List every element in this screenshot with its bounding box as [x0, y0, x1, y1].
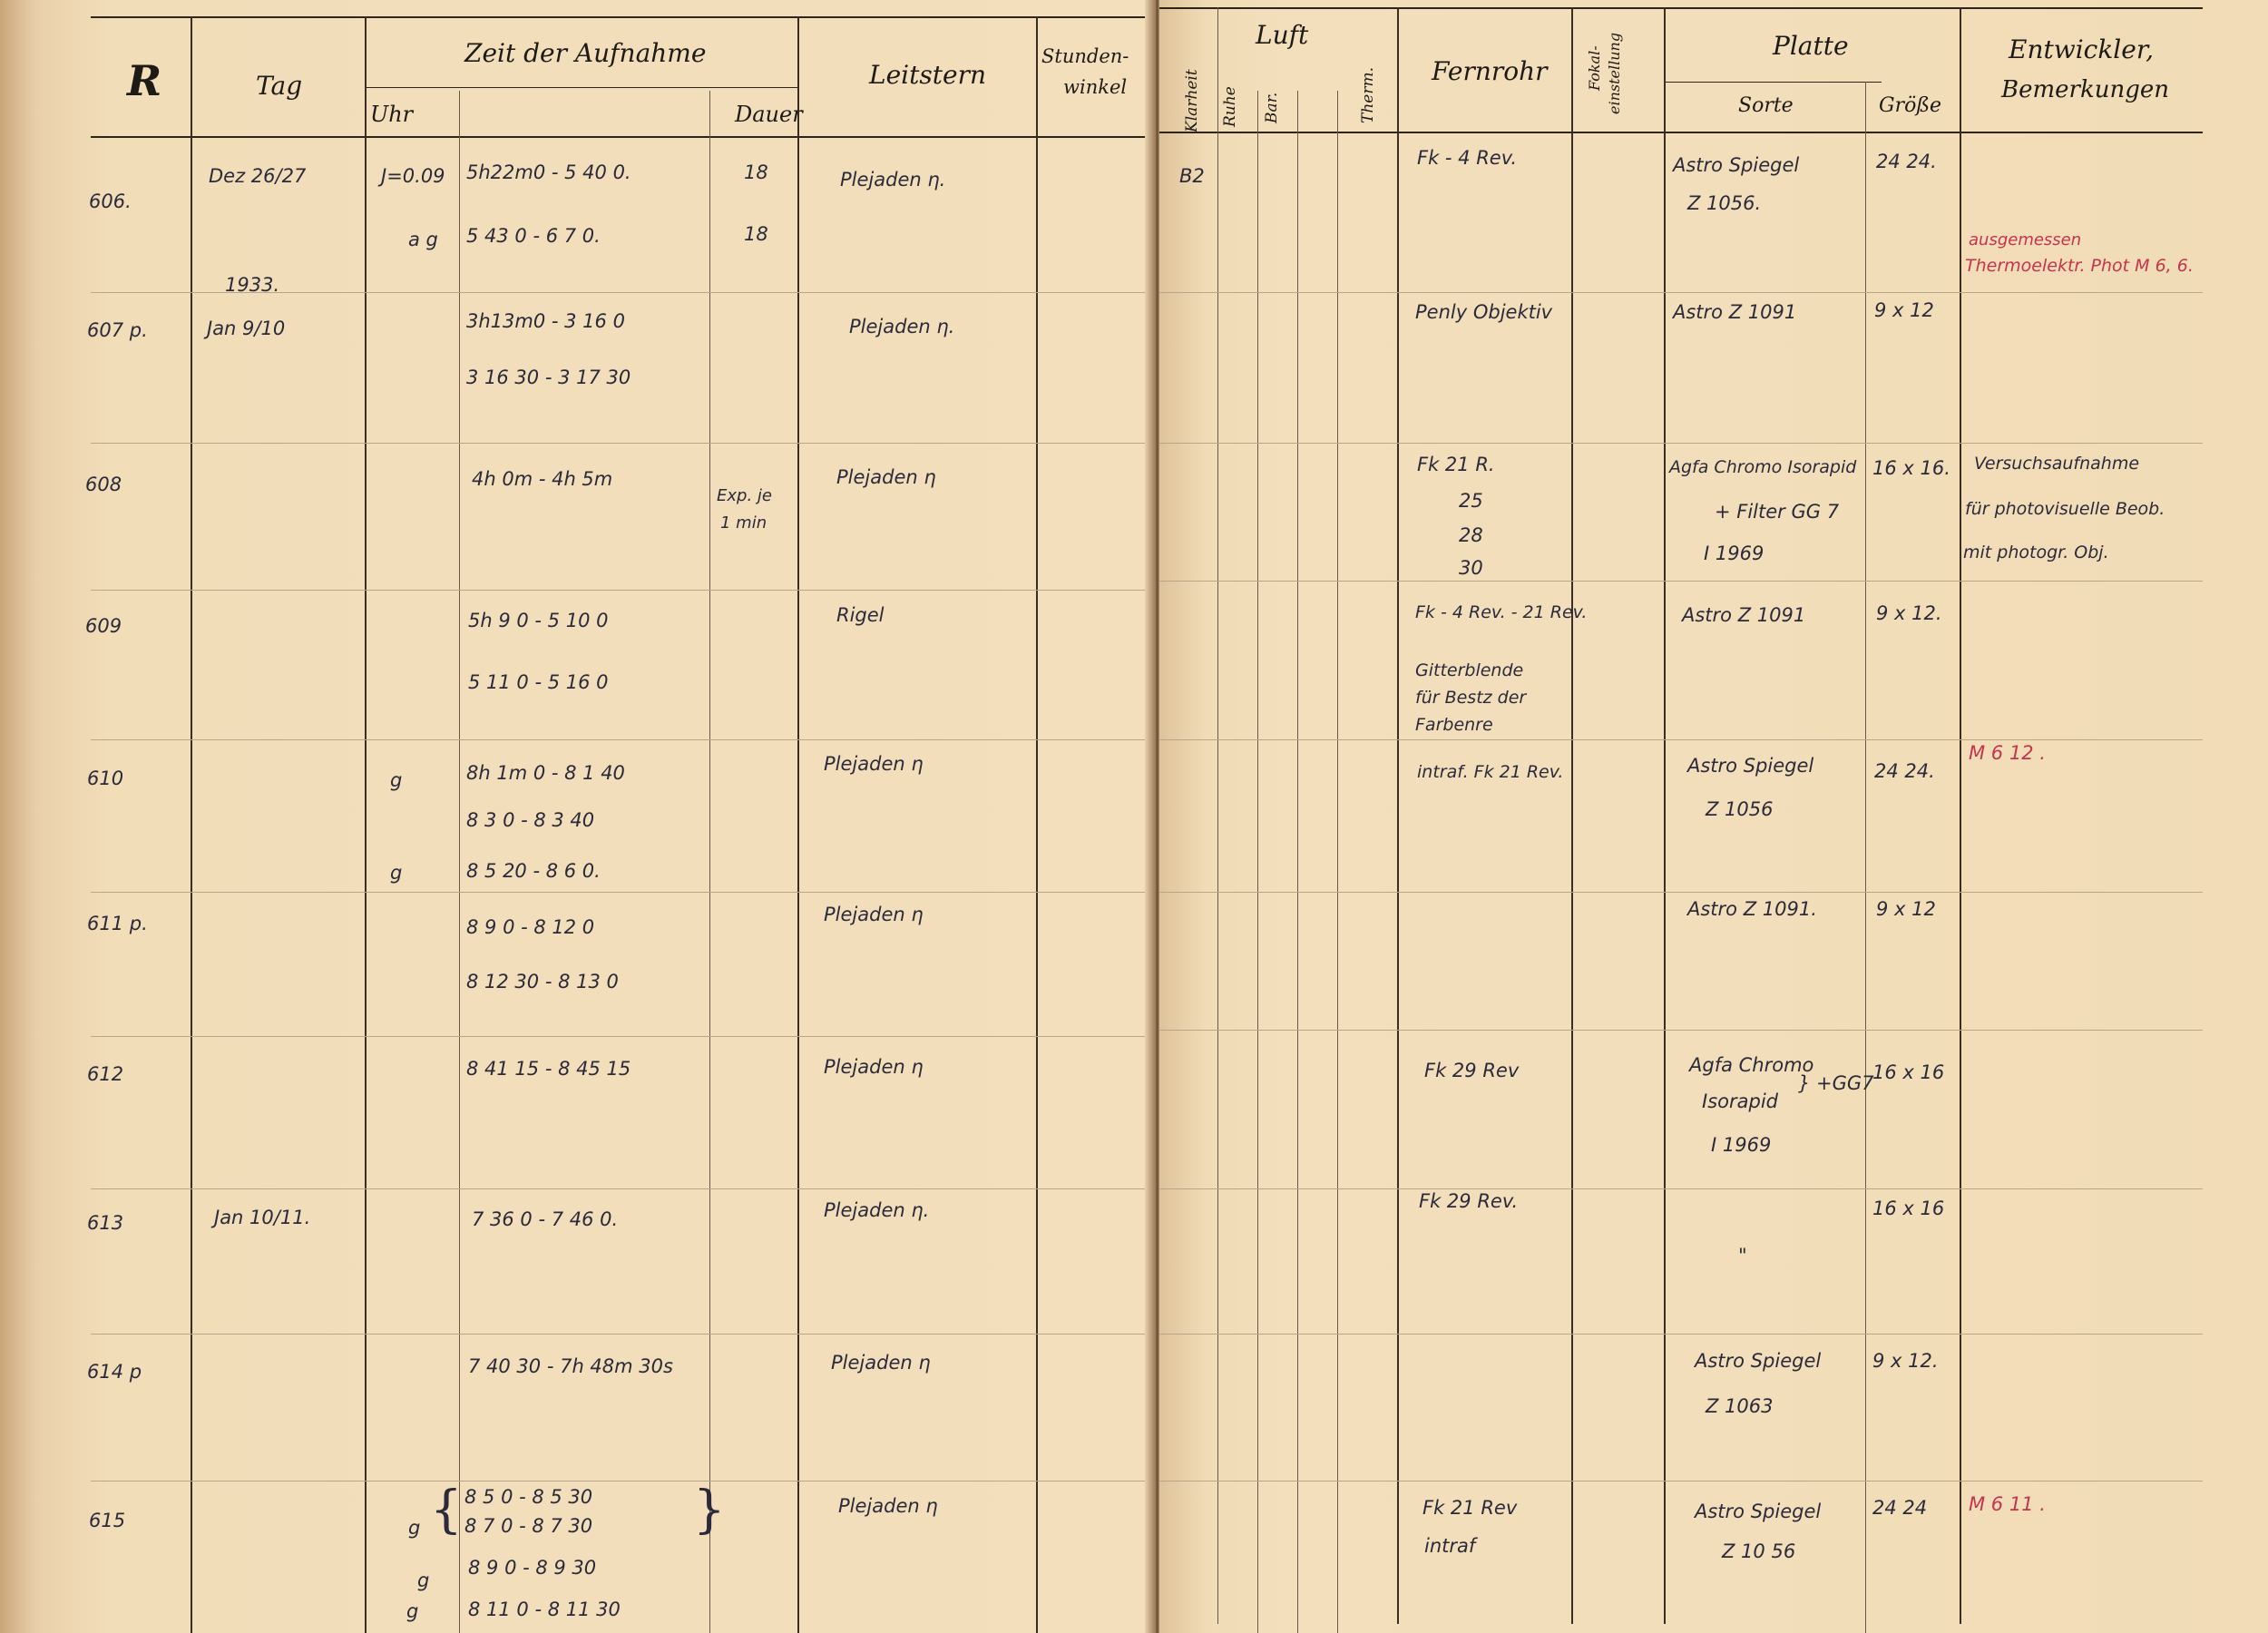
entry-uhr: g — [406, 1600, 419, 1622]
header-top-rule — [91, 16, 1154, 18]
col-line — [1664, 7, 1666, 1624]
entry-sorte: + Filter GG 7 — [1715, 501, 1840, 523]
col-line — [191, 16, 192, 1633]
entry-zeit: 8 9 0 - 8 9 30 — [468, 1557, 597, 1579]
entry-r: 612 — [87, 1063, 124, 1085]
entry-groesse: 16 x 16 — [1872, 1198, 1945, 1219]
entry-r: 611 p. — [87, 913, 148, 934]
header-fokal-2: einstellung — [1606, 32, 1623, 114]
entry-sorte: I 1969 — [1704, 543, 1765, 564]
entry-bemerkung: M 6 11 . — [1969, 1493, 2046, 1515]
header-ruhe: Ruhe — [1221, 86, 1239, 127]
row-separator — [1159, 581, 2203, 582]
entry-fernrohr: Fk 29 Rev. — [1419, 1190, 1519, 1212]
header-uhr: Uhr — [370, 102, 414, 127]
col-line — [1036, 16, 1038, 1633]
col-line — [459, 91, 460, 1633]
entry-groesse: 24 24 — [1872, 1497, 1928, 1519]
entry-leitstern: Plejaden η. — [849, 316, 955, 337]
header-klarheit: Klarheit — [1183, 69, 1201, 132]
header-fokal-1: Fokal- — [1586, 45, 1603, 91]
entry-uhr: J=0.09 — [381, 165, 445, 187]
col-line — [1297, 91, 1298, 1633]
zeit-subheader-rule — [367, 87, 797, 88]
entry-sorte: " — [1738, 1245, 1747, 1266]
entry-groesse: 24 24. — [1874, 760, 1935, 782]
entry-klarheit: B2 — [1179, 165, 1205, 187]
entry-zeit: 4h 0m - 4h 5m — [472, 468, 613, 490]
entry-leitstern: Plejaden η — [838, 1495, 938, 1517]
entry-bemerkung: für photovisuelle Beob. — [1965, 499, 2165, 519]
entry-uhr: g — [390, 769, 403, 791]
entry-zeit: 8 41 15 - 8 45 15 — [466, 1058, 631, 1080]
entry-zeit: 5h22m0 - 5 40 0. — [466, 161, 631, 183]
entry-sorte: Astro Spiegel — [1687, 755, 1814, 777]
entry-zeit: 3h13m0 - 3 16 0 — [466, 310, 625, 332]
row-separator — [1159, 1030, 2203, 1031]
row-separator — [1159, 443, 2203, 444]
entry-sorte: Astro Spiegel — [1695, 1501, 1822, 1522]
entry-zeit: 8 12 30 - 8 13 0 — [466, 971, 619, 993]
col-line — [1397, 7, 1399, 1624]
entry-groesse: 16 x 16 — [1872, 1061, 1945, 1083]
entry-zeit: 5h 9 0 - 5 10 0 — [468, 610, 609, 631]
entry-zeit: 5 11 0 - 5 16 0 — [468, 671, 609, 693]
entry-r: 609 — [85, 615, 122, 637]
entry-sorte: Z 10 56 — [1722, 1540, 1796, 1562]
entry-r: 613 — [87, 1212, 124, 1234]
entry-sorte: } +GG7 — [1798, 1072, 1874, 1094]
entry-uhr: g — [408, 1517, 421, 1539]
entry-leitstern: Plejaden η. — [824, 1199, 930, 1221]
row-separator — [91, 1334, 1154, 1335]
row-separator — [91, 1036, 1154, 1037]
row-separator — [1159, 892, 2203, 893]
entry-sorte: I 1969 — [1711, 1134, 1772, 1156]
entry-sorte: Astro Spiegel — [1673, 154, 1800, 176]
entry-sorte: Astro Spiegel — [1695, 1350, 1822, 1372]
row-separator — [91, 1188, 1154, 1189]
entry-sorte: Z 1063 — [1706, 1395, 1774, 1417]
header-entwickler-2: Bemerkungen — [2001, 76, 2169, 103]
header-r: R — [127, 56, 162, 105]
entry-fernrohr: 25 — [1459, 490, 1483, 512]
col-line — [797, 16, 799, 1633]
row-separator — [91, 739, 1154, 740]
header-dauer: Dauer — [735, 102, 803, 127]
entry-dauer: 18 — [744, 161, 768, 183]
entry-r: 608 — [85, 474, 122, 495]
entry-groesse: 9 x 12 — [1874, 299, 1934, 321]
header-bar: Bar. — [1263, 92, 1281, 123]
entry-zeit: 5 43 0 - 6 7 0. — [466, 225, 601, 247]
entry-dauer: 18 — [744, 223, 768, 245]
entry-bemerkung: ausgemessen — [1969, 230, 2082, 249]
entry-leitstern: Plejaden η. — [840, 169, 946, 191]
col-line — [709, 91, 710, 1633]
entry-fernrohr: Fk - 4 Rev. — [1417, 147, 1518, 169]
header-zeit: Zeit der Aufnahme — [464, 38, 707, 68]
col-line — [1960, 7, 1961, 1624]
entry-fernrohr: intraf. Fk 21 Rev. — [1417, 762, 1564, 782]
entry-fernrohr: Fk 29 Rev — [1424, 1060, 1520, 1081]
entry-zeit: 8h 1m 0 - 8 1 40 — [466, 762, 625, 784]
col-line — [1217, 7, 1218, 1624]
header-entwickler-1: Entwickler, — [2009, 34, 2155, 64]
time-brace-open: { — [430, 1481, 463, 1540]
header-stundenwinkel-2: winkel — [1063, 76, 1128, 98]
entry-fernrohr: intraf — [1424, 1535, 1476, 1557]
entry-zeit: 7 40 30 - 7h 48m 30s — [468, 1355, 673, 1377]
entry-zeit: 8 7 0 - 8 7 30 — [464, 1515, 593, 1537]
row-separator — [91, 443, 1154, 444]
entry-r: 606. — [89, 191, 132, 212]
entry-zeit: 8 11 0 - 8 11 30 — [468, 1599, 621, 1620]
entry-fernrohr: 30 — [1459, 557, 1483, 579]
header-bottom-rule — [91, 136, 1154, 138]
row-separator — [1159, 1334, 2203, 1335]
entry-fernrohr: Gitterblende — [1415, 660, 1524, 680]
header-stundenwinkel-1: Stunden- — [1041, 45, 1129, 67]
entry-zeit: 8 9 0 - 8 12 0 — [466, 916, 595, 938]
time-brace-close: } — [693, 1481, 726, 1540]
entry-uhr: a g — [408, 229, 438, 250]
entry-sorte: Z 1056 — [1706, 798, 1774, 820]
col-line — [1257, 91, 1258, 1633]
entry-dauer: Exp. je — [717, 486, 772, 505]
entry-groesse: 9 x 12 — [1876, 898, 1936, 920]
entry-r: 614 p — [87, 1361, 142, 1383]
col-line — [1571, 7, 1573, 1624]
right-page — [1159, 0, 2268, 1633]
entry-leitstern: Rigel — [836, 604, 885, 626]
row-separator — [91, 590, 1154, 591]
header-top-rule — [1159, 7, 2203, 9]
row-separator — [1159, 1188, 2203, 1189]
entry-sorte: Astro Z 1091. — [1687, 898, 1817, 920]
entry-bemerkung: mit photogr. Obj. — [1963, 543, 2109, 562]
entry-leitstern: Plejaden η — [824, 1056, 924, 1078]
entry-bemerkung: M 6 12 . — [1969, 742, 2046, 764]
entry-r: 615 — [89, 1510, 126, 1531]
entry-tag: Dez 26/27 — [209, 165, 307, 187]
header-sorte: Sorte — [1738, 94, 1794, 117]
header-leitstern: Leitstern — [869, 60, 986, 90]
entry-tag: Jan 9/10 — [207, 318, 286, 339]
entry-year: 1933. — [225, 274, 280, 296]
entry-zeit: 3 16 30 - 3 17 30 — [466, 367, 631, 388]
entry-fernrohr: Fk 21 R. — [1417, 454, 1495, 475]
row-separator — [1159, 292, 2203, 293]
entry-fernrohr: Fk 21 Rev — [1422, 1497, 1518, 1519]
entry-zeit: 8 5 0 - 8 5 30 — [464, 1486, 593, 1508]
entry-r: 607 p. — [87, 319, 148, 341]
entry-leitstern: Plejaden η — [831, 1352, 931, 1374]
entry-sorte: Z 1056. — [1687, 192, 1762, 214]
header-bottom-rule — [1159, 132, 2203, 133]
entry-leitstern: Plejaden η — [836, 466, 936, 488]
entry-sorte: Agfa Chromo — [1689, 1054, 1814, 1076]
entry-fernrohr: Farbenre — [1415, 715, 1493, 735]
header-tag: Tag — [256, 71, 303, 101]
entry-leitstern: Plejaden η — [824, 753, 924, 775]
entry-groesse: 24 24. — [1876, 151, 1937, 172]
entry-sorte: Agfa Chromo Isorapid — [1669, 457, 1857, 477]
entry-uhr: g — [390, 862, 403, 884]
entry-zeit: 8 3 0 - 8 3 40 — [466, 809, 595, 831]
header-fernrohr: Fernrohr — [1432, 56, 1548, 86]
header-groesse: Größe — [1879, 94, 1942, 117]
col-line — [365, 16, 367, 1633]
platte-subheader-rule — [1664, 82, 1882, 83]
entry-fernrohr: für Bestz der — [1415, 688, 1527, 708]
entry-uhr: g — [417, 1569, 430, 1591]
entry-fernrohr: Penly Objektiv — [1415, 301, 1553, 323]
entry-bemerkung: Versuchsaufnahme — [1974, 454, 2140, 474]
entry-fernrohr: Fk - 4 Rev. - 21 Rev. — [1415, 602, 1588, 622]
entry-groesse: 16 x 16. — [1872, 457, 1950, 479]
entry-tag: Jan 10/11. — [214, 1207, 311, 1228]
row-separator — [1159, 739, 2203, 740]
col-line — [1865, 82, 1866, 1633]
entry-r: 610 — [87, 768, 124, 789]
header-platte: Platte — [1773, 31, 1849, 61]
entry-zeit: 8 5 20 - 8 6 0. — [466, 860, 601, 882]
entry-bemerkung: Thermoelektr. Phot M 6, 6. — [1965, 256, 2194, 276]
entry-fernrohr: 28 — [1459, 524, 1483, 546]
entry-leitstern: Plejaden η — [824, 904, 924, 925]
entry-groesse: 9 x 12. — [1872, 1350, 1939, 1372]
entry-dauer: 1 min — [720, 513, 767, 533]
header-therm: Therm. — [1359, 67, 1377, 123]
col-line — [1337, 91, 1338, 1633]
entry-sorte: Isorapid — [1702, 1090, 1778, 1112]
entry-zeit: 7 36 0 - 7 46 0. — [472, 1208, 619, 1230]
row-separator — [91, 892, 1154, 893]
entry-groesse: 9 x 12. — [1876, 602, 1942, 624]
entry-sorte: Astro Z 1091 — [1673, 301, 1797, 323]
entry-sorte: Astro Z 1091 — [1682, 604, 1806, 626]
header-luft: Luft — [1256, 20, 1309, 50]
